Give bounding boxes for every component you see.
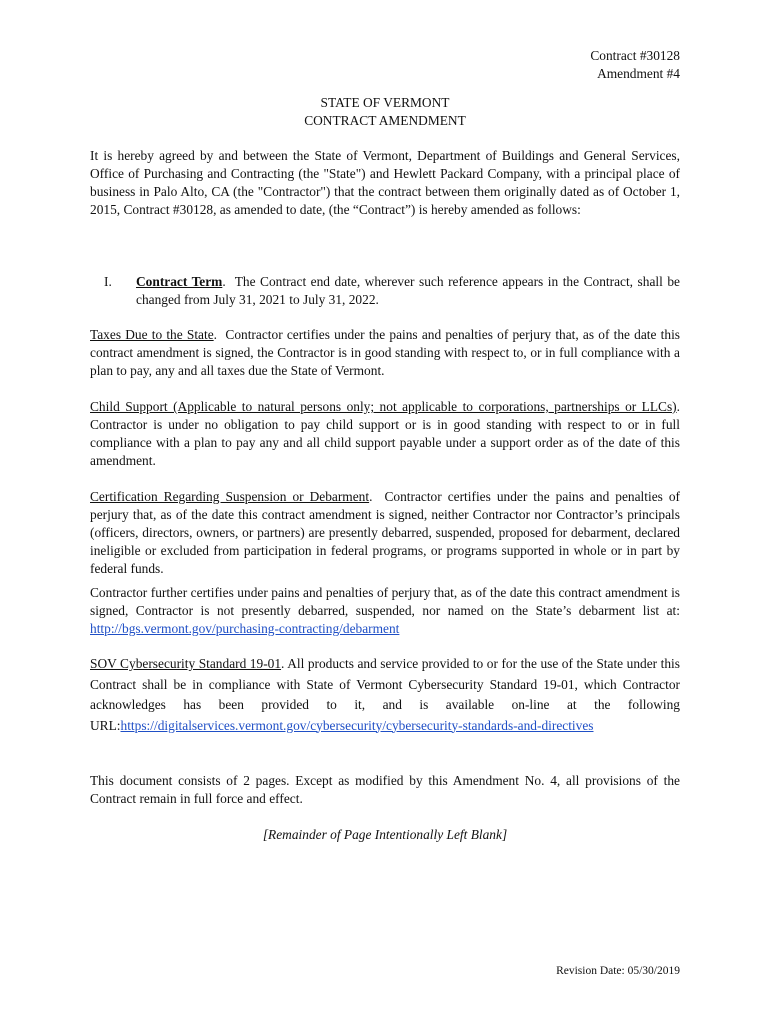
debarment-heading: Certification Regarding Suspension or Debarment [90, 489, 370, 504]
taxes-heading: Taxes Due to the State [90, 327, 214, 342]
revision-date: Revision Date: 05/30/2019 [556, 965, 680, 977]
document-title [0, 94, 770, 130]
intro-paragraph: It is hereby agreed by and between the State of Vermont, Department of Buildings and General Services, Office of Purchasing and Contracting (the "State") and Hewlett Packard Company, with a principal place of business in Palo Alto, CA (the "Contractor") that the contract between them originally dated as of October 1, 2015, Contract #30128, as amended to date, (the “Contract”) is hereby amended as follows: [90, 148, 680, 217]
amendment-title: CONTRACT AMENDMENT [304, 113, 466, 128]
child-support-punct: . [676, 399, 680, 414]
contract-term-item [136, 273, 680, 309]
debarment-text: Contractor certifies under the pains and penalties of perjury that, as of the date this contract amendment is signed, neither Contractor nor Contractor’s principals (officers, directors, owners, or partners) are presently debarred, suspended, proposed for debarment, declared ineligible or excluded from participation in federal programs, or programs supported in whole or in part by federal funds. [90, 489, 681, 576]
contract-term-text: The Contract end date, wherever such reference appears in the Contract, shall be changed from July 31, 2021 to July 31, 2022. [136, 274, 680, 307]
closing-paragraph: This document consists of 2 pages. Except as modified by this Amendment No. 4, all provisions of the Contract remain in full force and effect. [90, 773, 680, 806]
contract-header [590, 47, 680, 83]
taxes-paragraph [90, 326, 680, 380]
cybersecurity-punct: . [281, 656, 285, 671]
debarment-list-link[interactable]: http://bgs.vermont.gov/purchasing-contracting/debarment [90, 621, 400, 636]
cybersecurity-text: All products and service provided to or for the use of the State under this Contract shall be in compliance with State of Vermont Cybersecurity Standard 19-01, which Contractor acknowledges has been provided to it, and is available on-line at the following URL: [90, 656, 680, 733]
debarment-paragraph [90, 488, 680, 578]
remainder-note: [Remainder of Page Intentionally Left Blank] [262, 827, 508, 842]
further-certification-paragraph [90, 584, 680, 638]
cybersecurity-paragraph [90, 654, 680, 736]
state-title: STATE OF VERMONT [320, 95, 450, 110]
amendment-number: Amendment #4 [597, 66, 680, 81]
child-support-text: Contractor is under no obligation to pay child support or is in good standing with respect to or in full compliance with a plan to pay any and all child support payable under a support order as of the date of this amendment. [90, 417, 680, 468]
taxes-punct: . [213, 327, 218, 342]
item-number: I. [104, 274, 112, 289]
contract-term-punct: . [222, 274, 226, 289]
debarment-punct: . [369, 489, 373, 504]
cybersecurity-heading: SOV Cybersecurity Standard 19-01 [90, 656, 282, 671]
child-support-paragraph [90, 398, 680, 470]
child-support-heading: Child Support (Applicable to natural persons only; not applicable to corporations, partnerships or LLCs) [90, 399, 677, 414]
contract-number: Contract #30128 [590, 48, 680, 63]
contract-term-heading: Contract Term [136, 274, 223, 289]
further-text: Contractor further certifies under pains and penalties of perjury that, as of the date this contract amendment is signed, Contractor is not presently debarred, suspended, nor named on the State’s debarment list at: [90, 585, 680, 618]
cybersecurity-standards-link[interactable]: https://digitalservices.vermont.gov/cybersecurity/cybersecurity-standards-and-directives [120, 717, 594, 733]
taxes-text: Contractor certifies under the pains and penalties of perjury that, as of the date this contract amendment is signed, the Contractor is in good standing with respect to, or in full compliance with a plan to pay, any and all taxes due the State of Vermont. [90, 327, 680, 378]
